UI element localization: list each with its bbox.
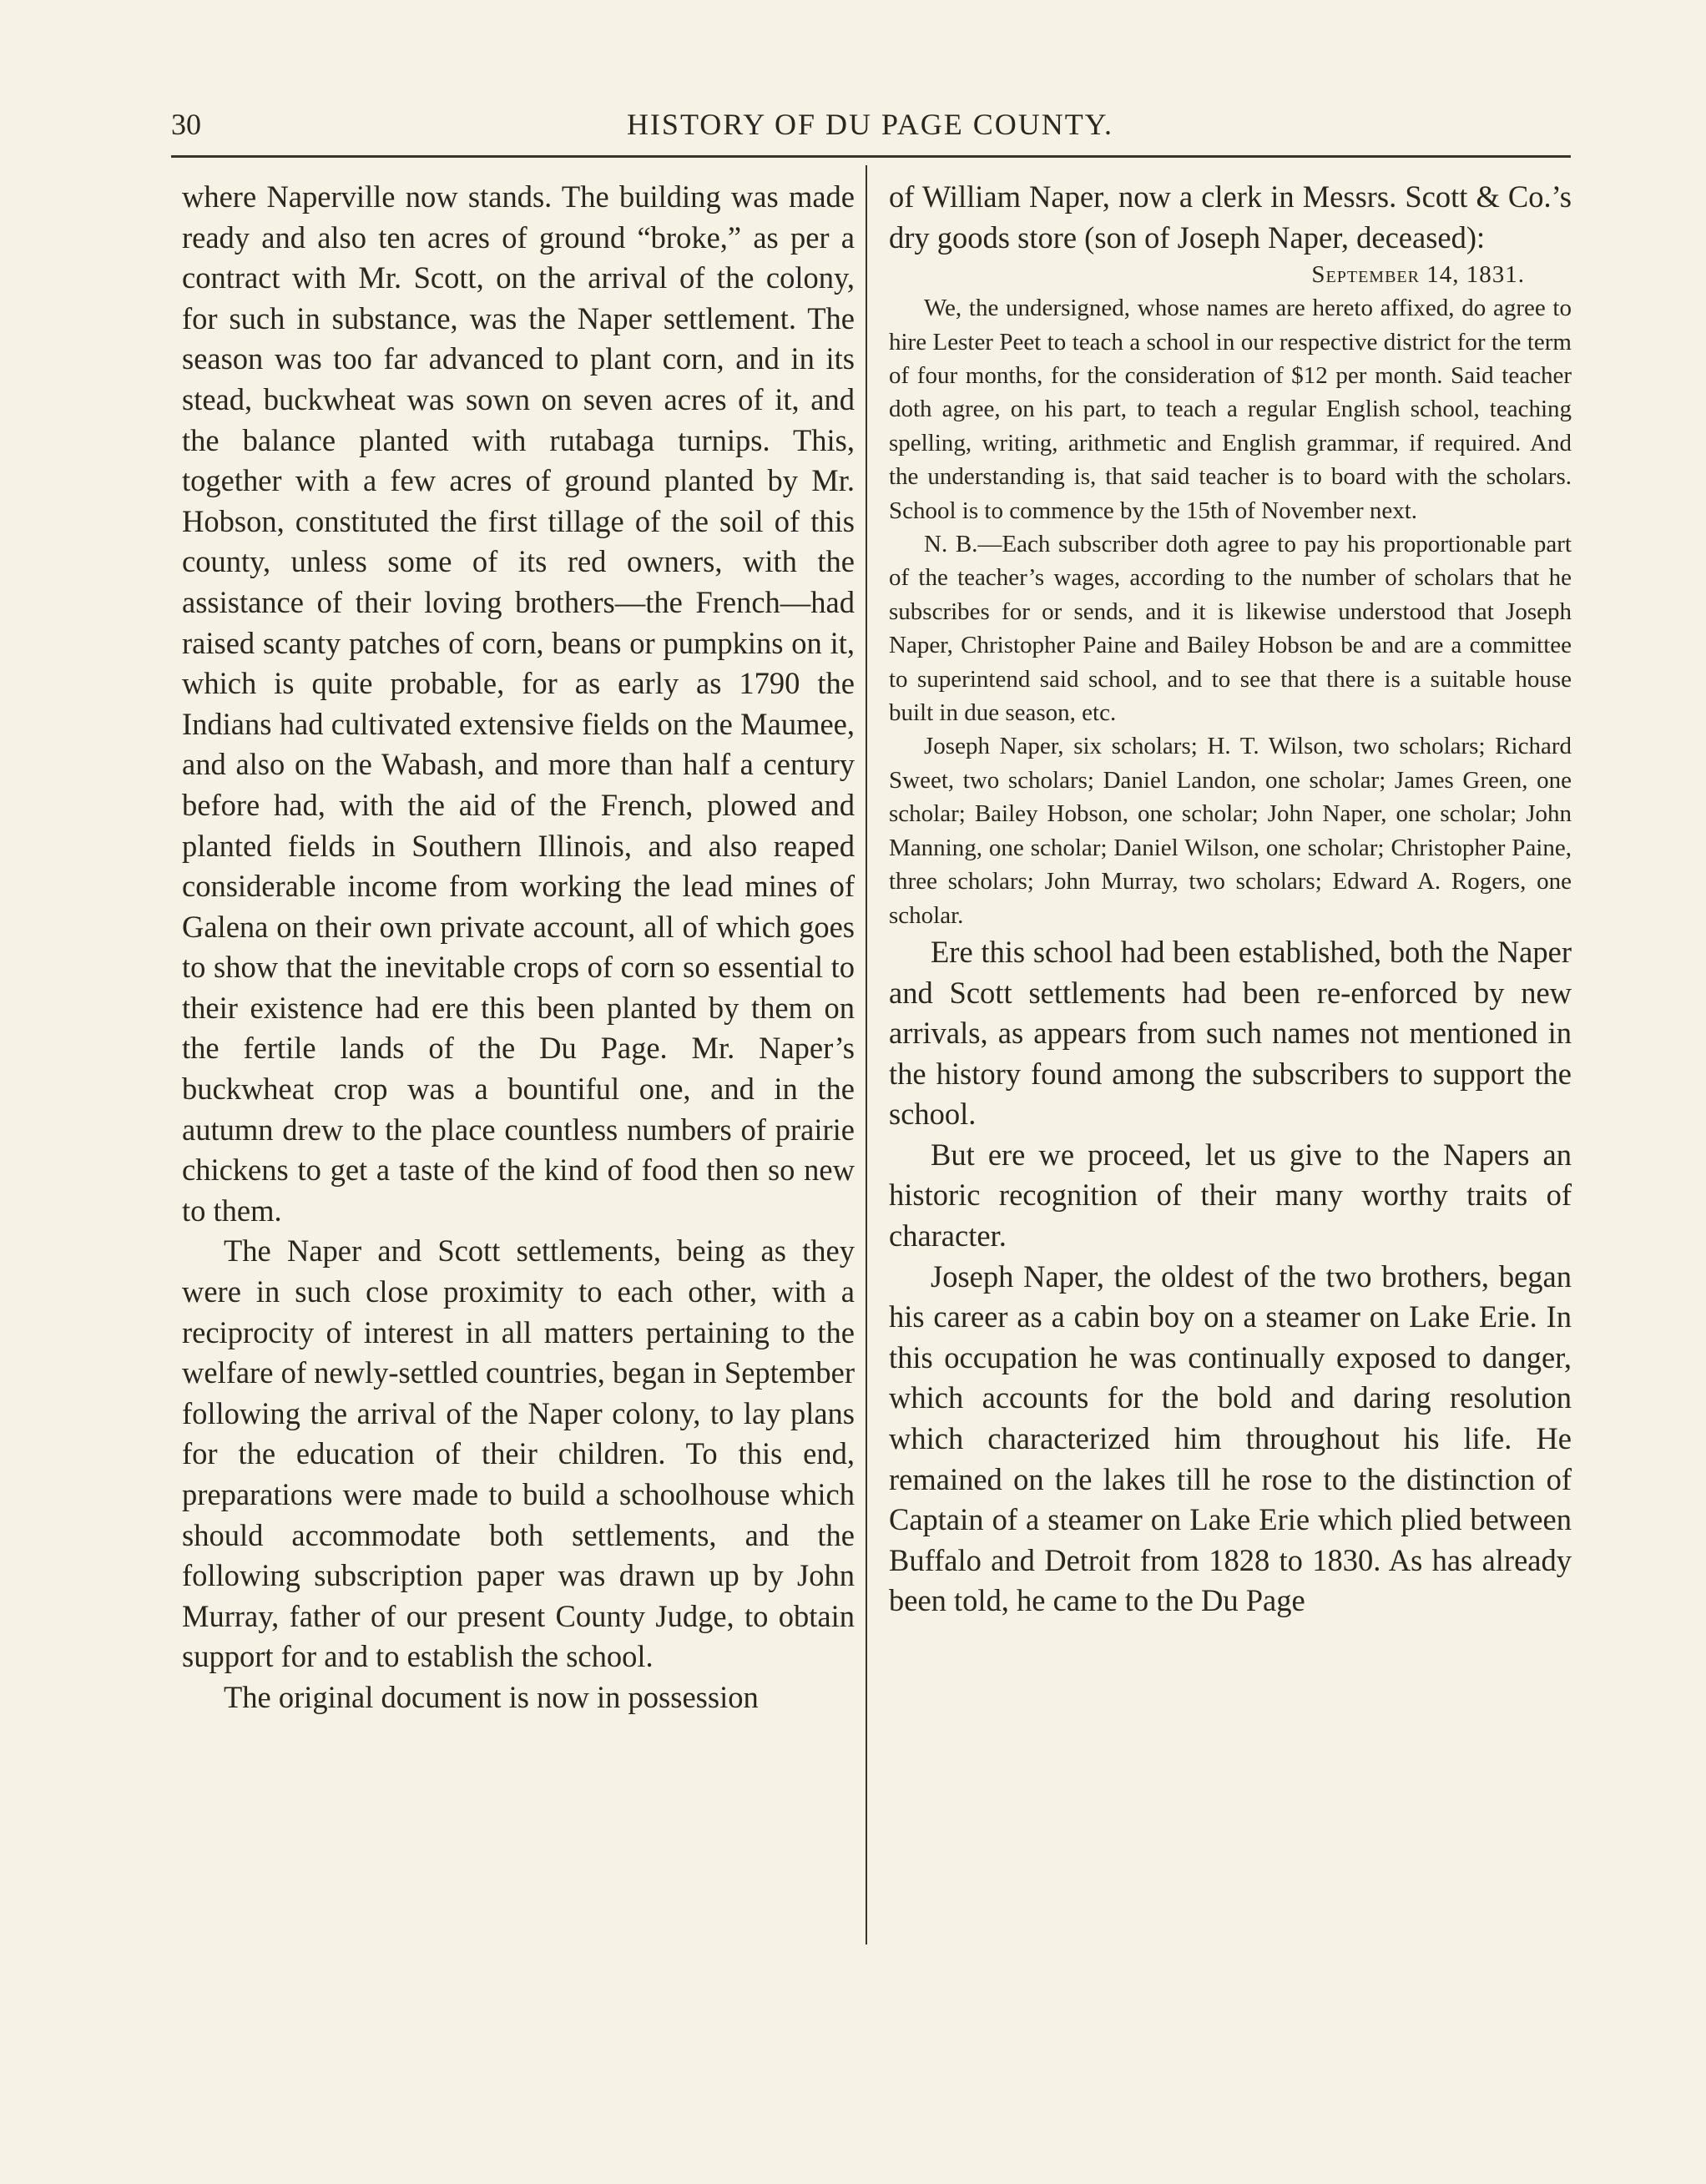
running-title: HISTORY OF DU PAGE COUNTY. [626,108,1114,141]
left-column [182,177,855,1718]
body-paragraph: Ere this school had been established, both the Naper and Scott settlements had been re-enforced by new arrivals, as appears from such names not mentioned in the history found among the subscribers to support the school. [889,934,1572,1132]
page-header [171,107,1569,149]
document-dateline: September 14, 1831. [1311,261,1525,289]
body-paragraph: The Naper and Scott settlements, being as they were in such close proximity to each other, with a reciprocity of interest in all matters pertaining to the welfare of newly-settled countries, began in September following the arrival of the Naper colony, to lay plans for the education of their children. To this end, preparations were made to build a schoolhouse which should accommodate both settlements, and the following subscription paper was drawn up by John Murray, father of our present County Judge, to obtain support for and to establish the school. [182,1233,855,1674]
body-paragraph: The original document is now in possession [224,1679,759,1714]
right-column [889,177,1572,1622]
body-paragraph: But ere we proceed, let us give to the Napers an historic recognition of their many worthy traits of character. [889,1137,1572,1253]
document-paragraph: We, the undersigned, whose names are hereto affixed, do agree to hire Lester Peet to teach a school in our respective district for the term of four months, for the consideration of $12 per month. Said teacher doth agree, on his part, to teach a regular English school, teaching spelling, writing, arithmetic and English grammar, if required. And the understanding is, that said teacher is to board with the scholars. School is to commence by the 15th of November next. [889,295,1572,524]
page-number: 30 [171,108,201,141]
body-paragraph: Joseph Naper, the oldest of the two brothers, began his career as a cabin boy on a steamer on Lake Erie. In this occupation he was continually exposed to danger, which accounts for the bold and daring resolution which characterized him throughout his life. He remained on the lakes till he rose to the distinction of Captain of a steamer on Lake Erie which plied between Buffalo and Detroit from 1828 to 1830. As has already been told, he came to the Du Page [889,1258,1572,1618]
header-rule [171,155,1571,158]
quoted-subscription-document [889,258,1572,932]
document-subscriber-list: Joseph Naper, six scholars; H. T. Wilson, two scholars; Richard Sweet, two scholars; Daniel Landon, one scholar; James Green, one scholar; Bailey Hobson, one scholar; John Naper, one scholar; John Manning, one scholar; Daniel Wilson, one scholar; Christopher Paine, three scholars; John Murray, two scholars; Edward A. Rogers, one scholar. [889,733,1572,929]
document-paragraph: N. B.—Each subscriber doth agree to pay his proportionable part of the teacher’s wages, according to the number of scholars that he subscribes for or sends, and it is likewise understood that Joseph Naper, Christopher Paine and Bailey Hobson be and are a committee to superintend said school, and to see that there is a suitable house built in due season, etc. [889,531,1572,727]
body-paragraph: where Naperville now stands. The building was made ready and also ten acres of ground “broke,” as per a contract with Mr. Scott, on the arrival of the colony, for such in substance, was the Naper settlement. The season was too far advanced to plant corn, and in its stead, buckwheat was sown on seven acres of it, and the balance planted with rutabaga turnips. This, together with a few acres of ground planted by Mr. Hobson, constituted the first tillage of the soil of this county, unless some of its red owners, with the assistance of their loving brothers—the French—had raised scanty patches of corn, beans or pumpkins on it, which is quite probable, for as early as 1790 the Indians had cultivated extensive fields on the Maumee, and also on the Wabash, and more than half a century before had, with the aid of the French, plowed and planted fields in Southern Illinois, and also reaped considerable income from working the lead mines of Galena on their own private account, all of which goes to show that the inevitable crops of corn so essential to their existence had ere this been planted by them on the fertile lands of the Du Page. Mr. Naper’s buckwheat crop was a bountiful one, and in the autumn drew to the place countless numbers of prairie chickens to get a taste of the kind of food then so new to them. [182,179,855,1228]
column-divider [866,165,867,1944]
body-paragraph: of William Naper, now a clerk in Messrs. Scott & Co.’s dry goods store (son of Joseph Naper, deceased): [889,179,1572,255]
